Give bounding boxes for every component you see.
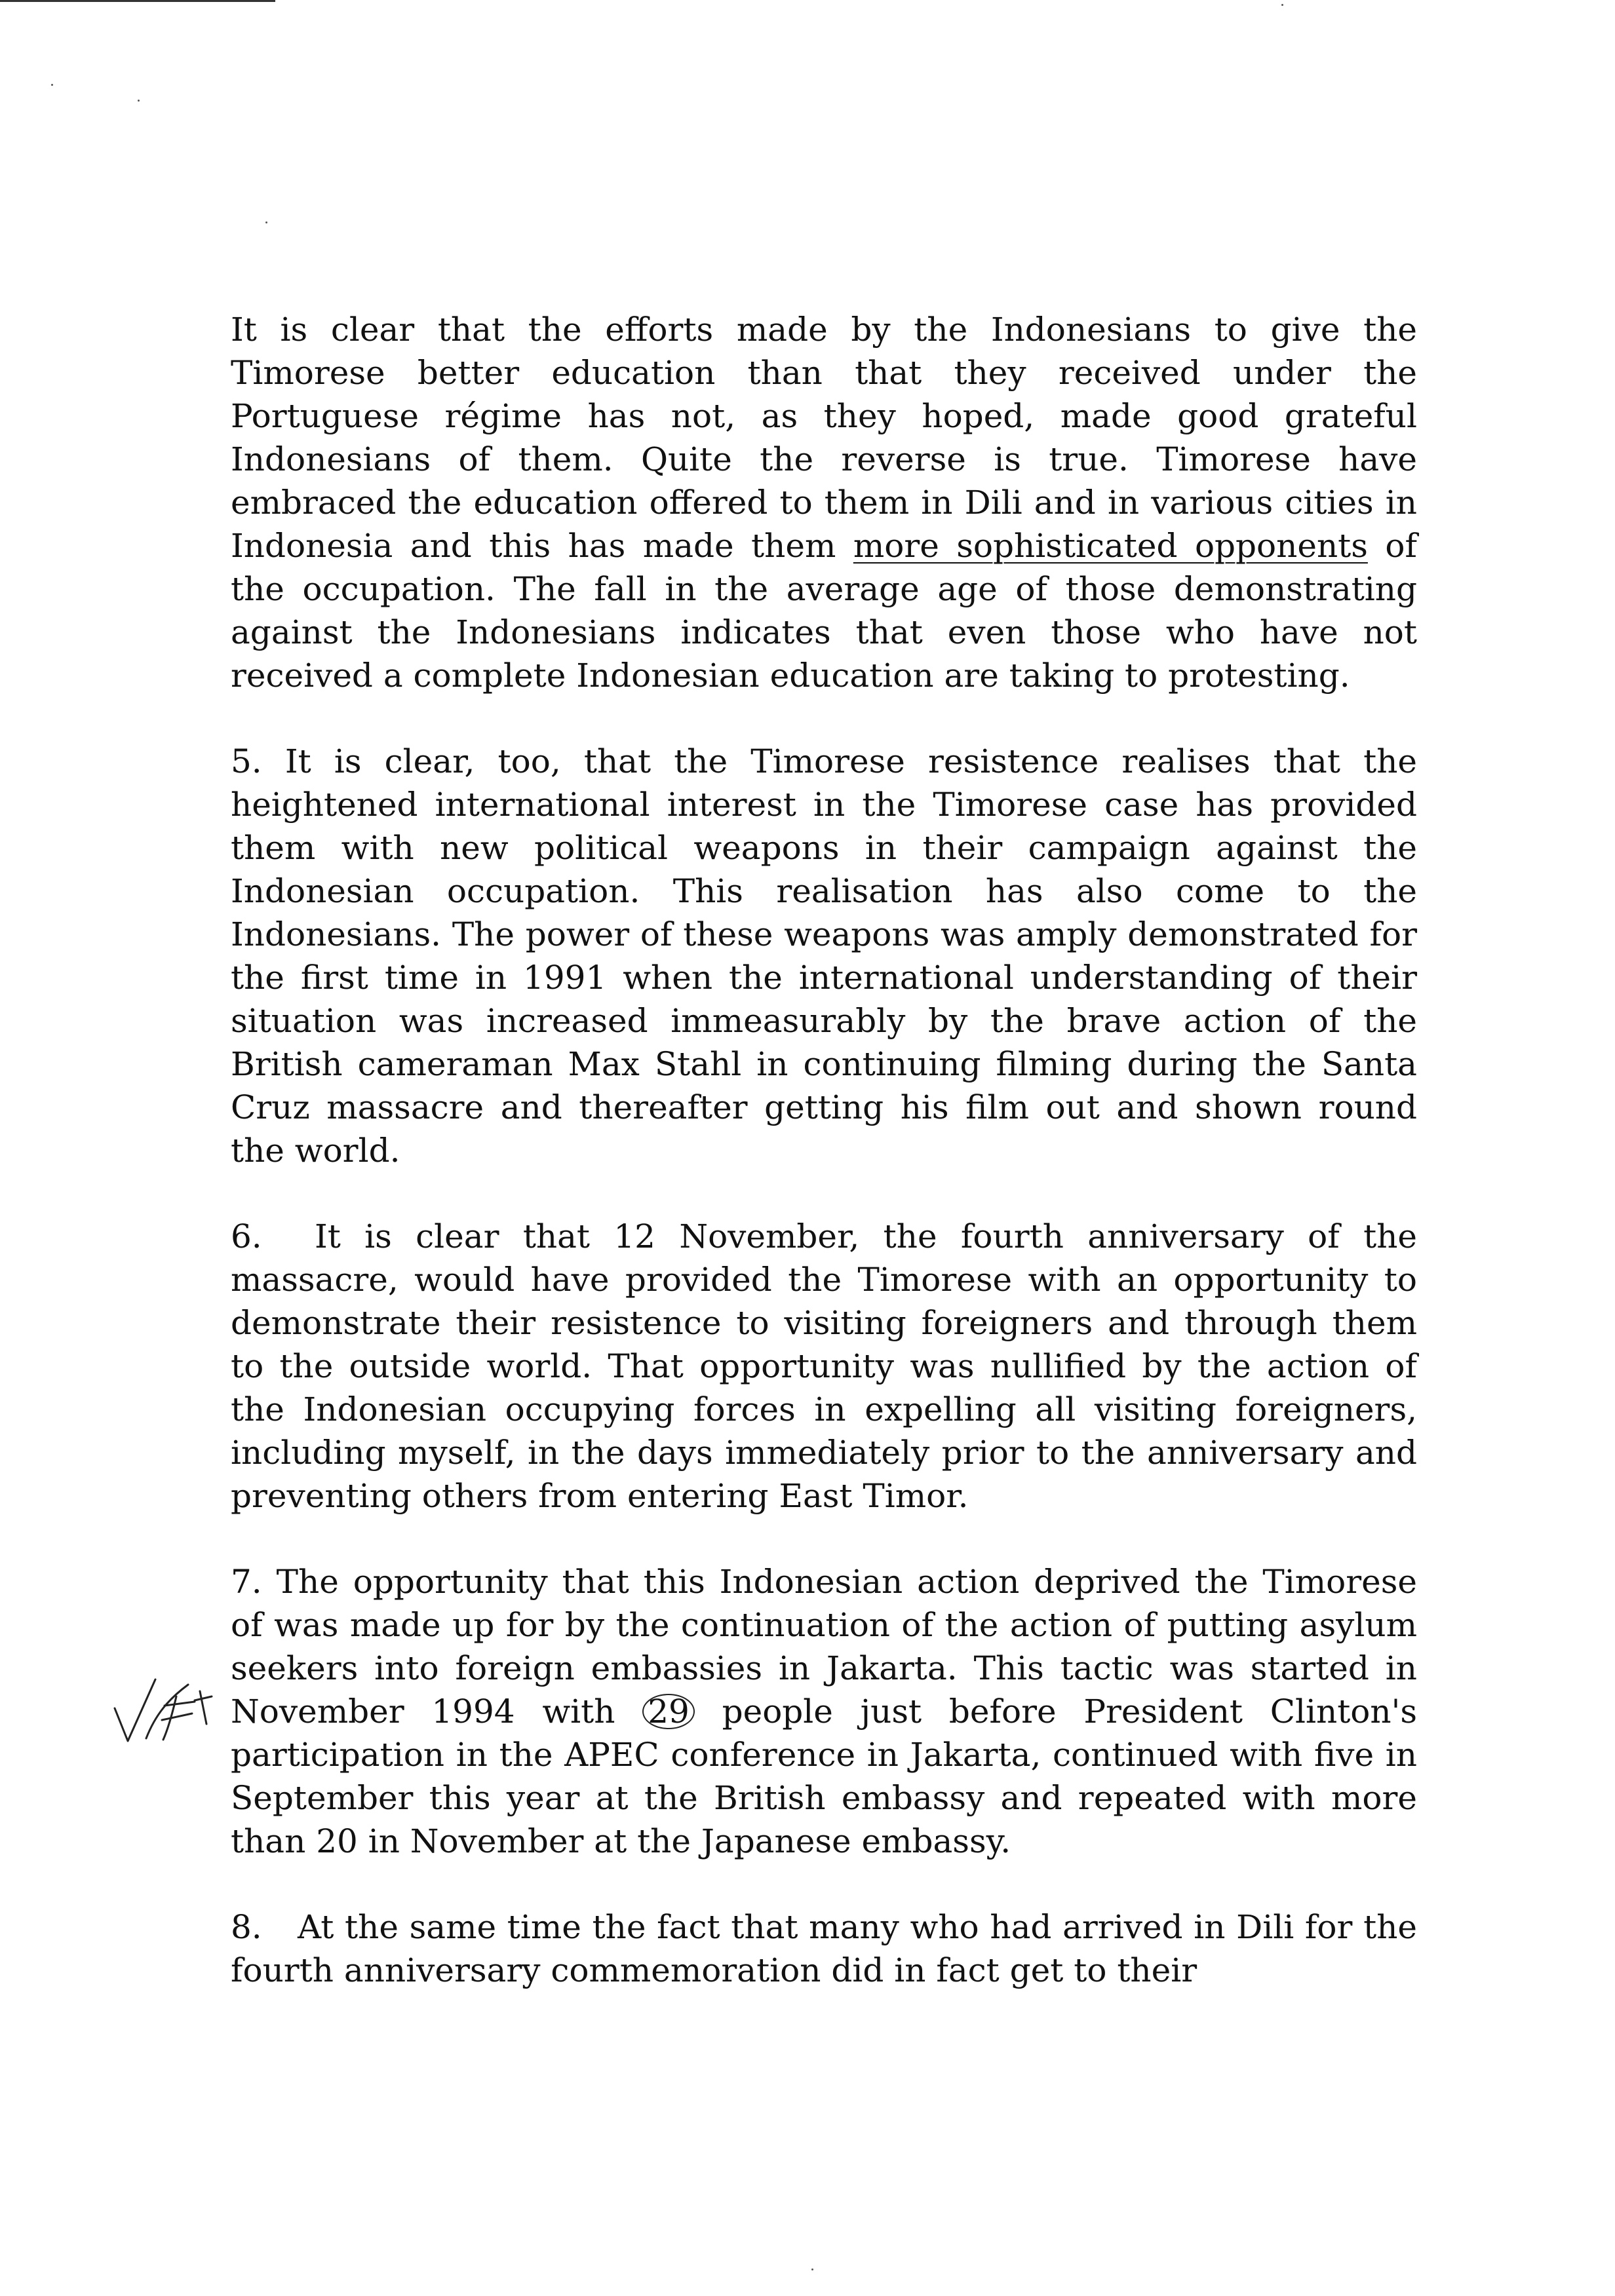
scan-speck (1281, 4, 1283, 6)
paragraph-5-text: It is clear, too, that the Timorese resistence realises that the heightened international interest in the Timorese case has provided them with new political weapons in their campaign against the Indonesian occupation. This realisation has also come to the Indonesians. The power of these weapons was amply demonstrated for the first time in 1991 when the international understanding of their situation was increased immeasurably by the brave action of the British cameraman Max Stahl in continuing filming during the Santa Cruz massacre and thereafter getting his film out and shown round the world. (231, 742, 1417, 1170)
circled-number: 29 (642, 1694, 695, 1729)
handwritten-tick-mark-icon (108, 1668, 226, 1753)
scan-speck (265, 221, 267, 223)
paragraph-8-text: At the same time the fact that many who had arrived in Dili for the fourth anniversary commemoration did in fact get to their (231, 1908, 1417, 1989)
scan-edge-line (0, 0, 275, 2)
scan-speck (138, 100, 140, 102)
underlined-phrase: more sophisticated opponents (853, 527, 1368, 565)
paragraph-4-text-end: of the occupation. The fall in the average age of those demonstrating against the Indonesians indicates that even those who have not received a complete Indonesian education are taking to protesting. (231, 527, 1417, 695)
paragraph-7 (231, 1560, 1417, 1863)
scan-speck (51, 84, 53, 86)
paragraph-4-text-start: It is clear that the efforts made by the Indonesians to give the Timorese better education than that they received under the Portuguese régime has not, as they hoped, made good grateful Indonesians of them. Quite the reverse is true. Timorese have embraced the education offered to them in Dili and in various cities in Indonesia and this has made them (231, 311, 1417, 565)
paragraph-7-text-start: The opportunity that this Indonesian action deprived the Timorese of was made up for by the continuation of the action of putting asylum seekers into foreign embassies in Jakarta. This tactic was started in November 1994 with (231, 1563, 1417, 1731)
paragraph-5 (231, 740, 1417, 1172)
paragraph-6-text: It is clear that 12 November, the fourth anniversary of the massacre, would have provided the Timorese with an opportunity to demonstrate their resistence to visiting foreigners and through them to the outside world. That opportunity was nullified by the action of the Indonesian occupying forces in expelling all visiting foreigners, including myself, in the days immediately prior to the anniversary and preventing others from entering East Timor. (231, 1217, 1417, 1515)
paragraph-8 (231, 1905, 1417, 1992)
paragraph-4 (231, 308, 1417, 697)
scan-speck (811, 2268, 813, 2270)
paragraph-6 (231, 1215, 1417, 1518)
paragraph-number: 6. (231, 1217, 262, 1255)
paragraph-number: 8. (231, 1908, 262, 1946)
paragraph-number: 7. (231, 1563, 262, 1601)
document-body (231, 308, 1417, 2035)
paragraph-number: 5. (231, 742, 262, 780)
paragraph-7-text-end: people just before President Clinton's participation in the APEC conference in Jakarta, continued with five in September this year at the British embassy and repeated with more than 20 in November at the Japanese embassy. (231, 1693, 1417, 1860)
